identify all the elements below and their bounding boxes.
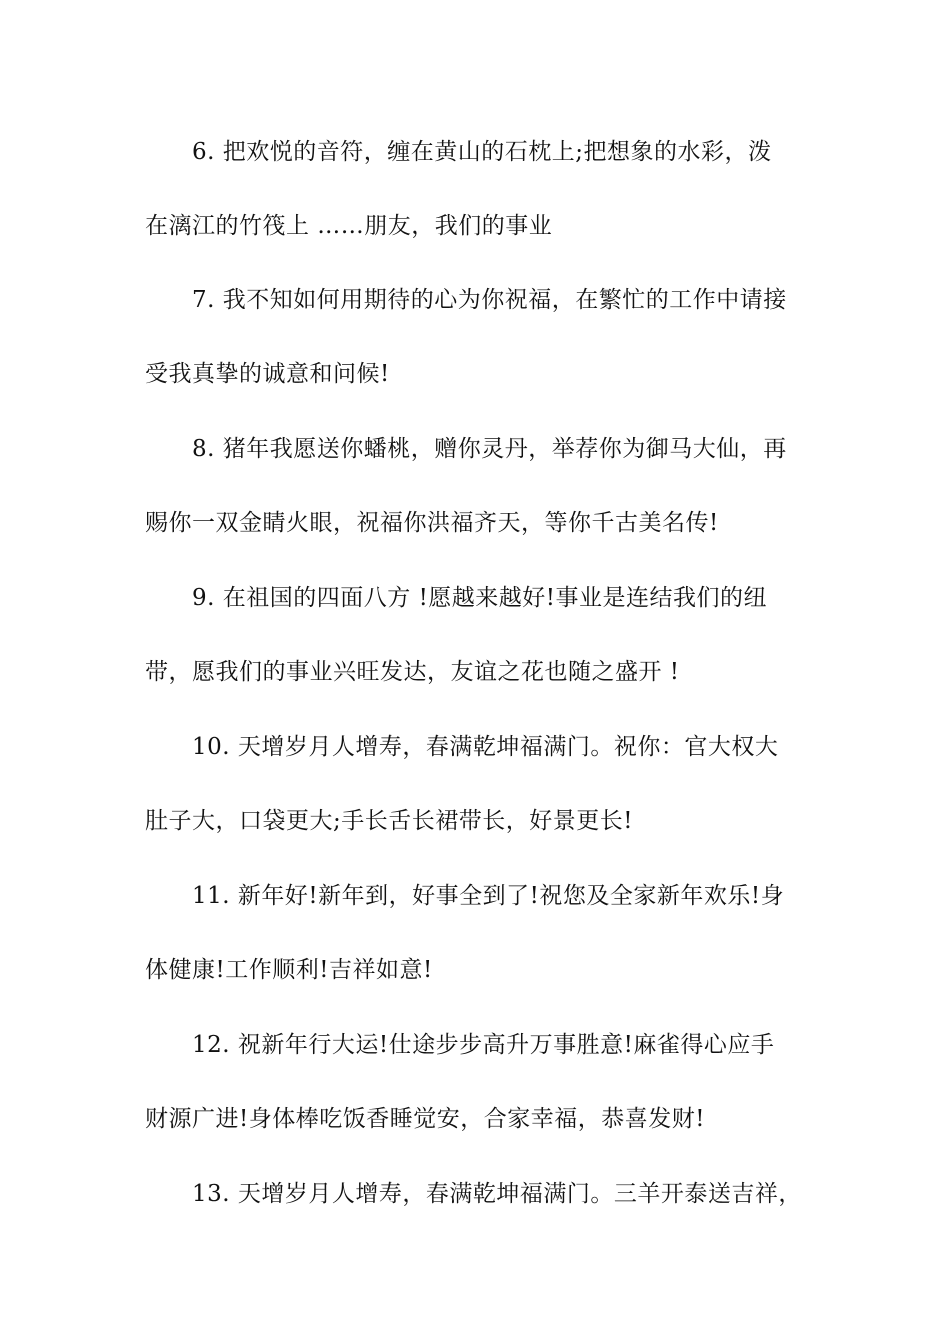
- text-line: 9. 在祖国的四面八方 !愿越来越好!事业是连结我们的纽: [192, 585, 768, 611]
- text-line: 财源广进!身体棒吃饭香睡觉安，合家幸福，恭喜发财!: [145, 1106, 705, 1132]
- text-line: 体健康!工作顺利!吉祥如意!: [145, 957, 433, 983]
- text-line: 12. 祝新年行大运!仕途步步高升万事胜意!麻雀得心应手: [192, 1032, 775, 1058]
- text-line: 在漓江的竹筏上 ……朋友，我们的事业: [145, 213, 553, 239]
- text-line: 6. 把欢悦的音符，缠在黄山的石枕上;把想象的水彩，泼: [192, 139, 772, 165]
- text-line: 带，愿我们的事业兴旺发达，友谊之花也随之盛开 !: [145, 659, 680, 685]
- text-line: 受我真挚的诚意和问候!: [145, 361, 390, 387]
- text-line: 8. 猪年我愿送你蟠桃，赠你灵丹，举荐你为御马大仙，再: [192, 436, 787, 462]
- text-line: 肚子大，口袋更大;手长舌长裙带长，好景更长!: [145, 808, 633, 834]
- text-line: 13. 天增岁月人增寿，春满乾坤福满门。三羊开泰送吉祥，: [192, 1181, 802, 1207]
- text-line: 7. 我不知如何用期待的心为你祝福，在繁忙的工作中请接: [192, 287, 787, 313]
- text-line: 11. 新年好!新年到，好事全到了!祝您及全家新年欢乐!身: [192, 883, 785, 909]
- text-line: 10. 天增岁月人增寿，春满乾坤福满门。祝你：官大权大: [192, 734, 779, 760]
- text-line: 赐你一双金睛火眼，祝福你洪福齐天，等你千古美名传!: [145, 510, 719, 536]
